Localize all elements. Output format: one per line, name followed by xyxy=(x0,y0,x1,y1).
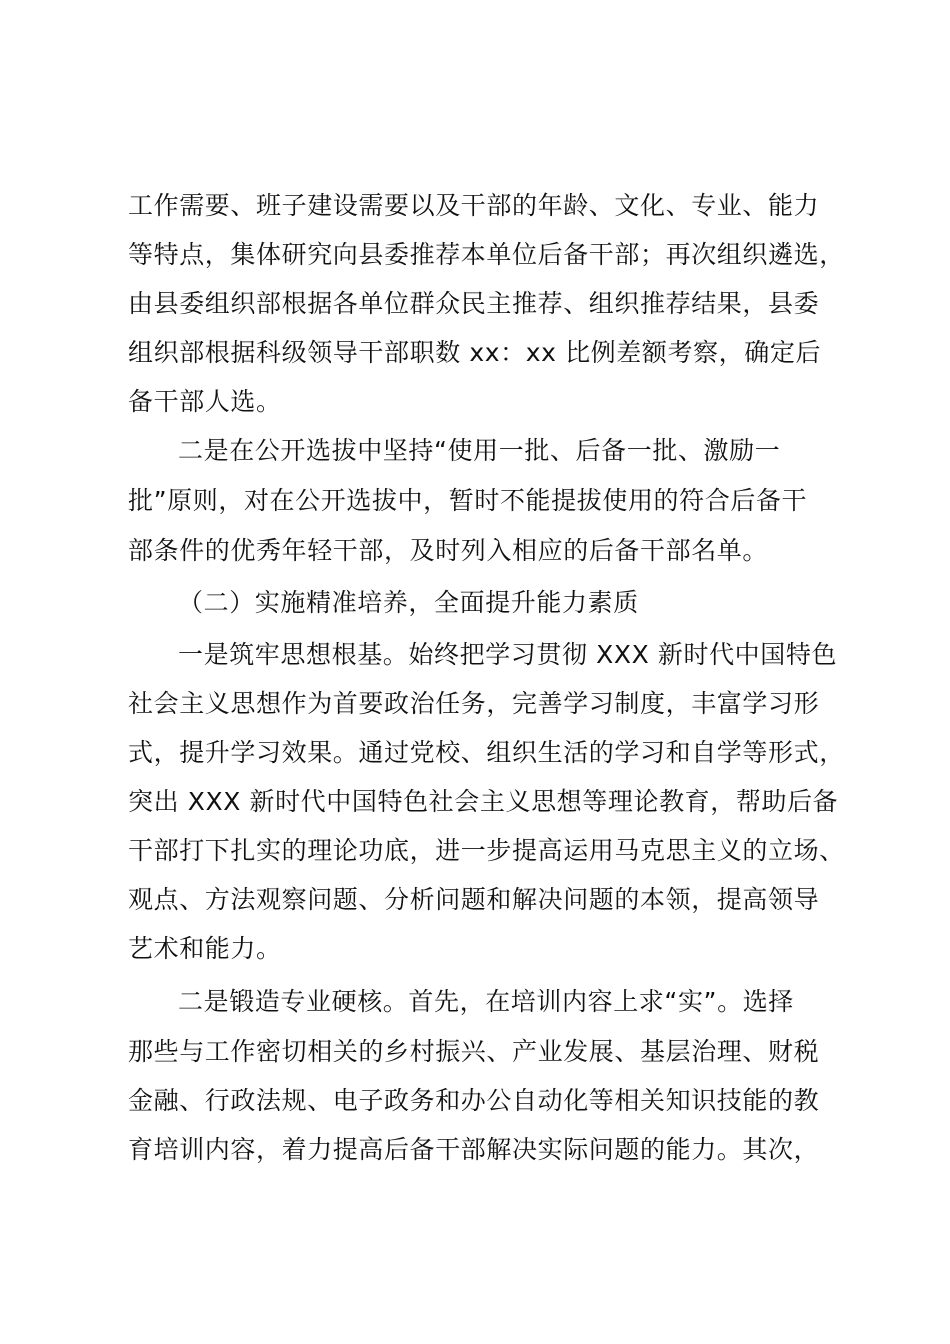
paragraph-line: 批”原则，对在公开选拔中，暂时不能提拔使用的符合后备干 xyxy=(128,486,808,515)
paragraph-line: 二是锻造专业硬核。首先，在培训内容上求“实”。选择 xyxy=(178,987,794,1016)
paragraph-line: 那些与工作密切相关的乡村振兴、产业发展、基层治理、财税 xyxy=(128,1037,820,1066)
paragraph-line: 二是在公开选拔中坚持“使用一批、后备一批、激励一 xyxy=(178,436,781,465)
paragraph-line: 式，提升学习效果。通过党校、组织生活的学习和自学等形式， xyxy=(128,738,845,767)
paragraph-line: 观点、方法观察问题、分析问题和解决问题的本领，提高领导 xyxy=(128,885,820,914)
paragraph-line: 社会主义思想作为首要政治任务，完善学习制度，丰富学习形 xyxy=(128,689,820,718)
paragraph-line: 组织部根据科级领导干部职数 xx：xx 比例差额考察，确定后 xyxy=(128,338,822,367)
paragraph-line: 等特点，集体研究向县委推荐本单位后备干部；再次组织遴选， xyxy=(128,240,845,269)
paragraph-line: 艺术和能力。 xyxy=(128,934,282,963)
paragraph-line: 育培训内容，着力提高后备干部解决实际问题的能力。其次， xyxy=(128,1135,820,1164)
paragraph-line: 金融、行政法规、电子政务和办公自动化等相关知识技能的教 xyxy=(128,1086,820,1115)
paragraph-line: 备干部人选。 xyxy=(128,387,282,416)
paragraph-line: 工作需要、班子建设需要以及干部的年龄、文化、专业、能力 xyxy=(128,191,820,220)
paragraph-line: 一是筑牢思想根基。始终把学习贯彻 XXX 新时代中国特色 xyxy=(178,640,838,669)
paragraph-line: 干部打下扎实的理论功底，进一步提高运用马克思主义的立场、 xyxy=(128,836,845,865)
section-heading: （二）实施精准培养，全面提升能力素质 xyxy=(178,588,639,617)
paragraph-line: 突出 XXX 新时代中国特色社会主义思想等理论教育，帮助后备 xyxy=(128,787,839,816)
paragraph-line: 部条件的优秀年轻干部，及时列入相应的后备干部名单。 xyxy=(128,536,769,565)
paragraph-line: 由县委组织部根据各单位群众民主推荐、组织推荐结果，县委 xyxy=(128,289,820,318)
